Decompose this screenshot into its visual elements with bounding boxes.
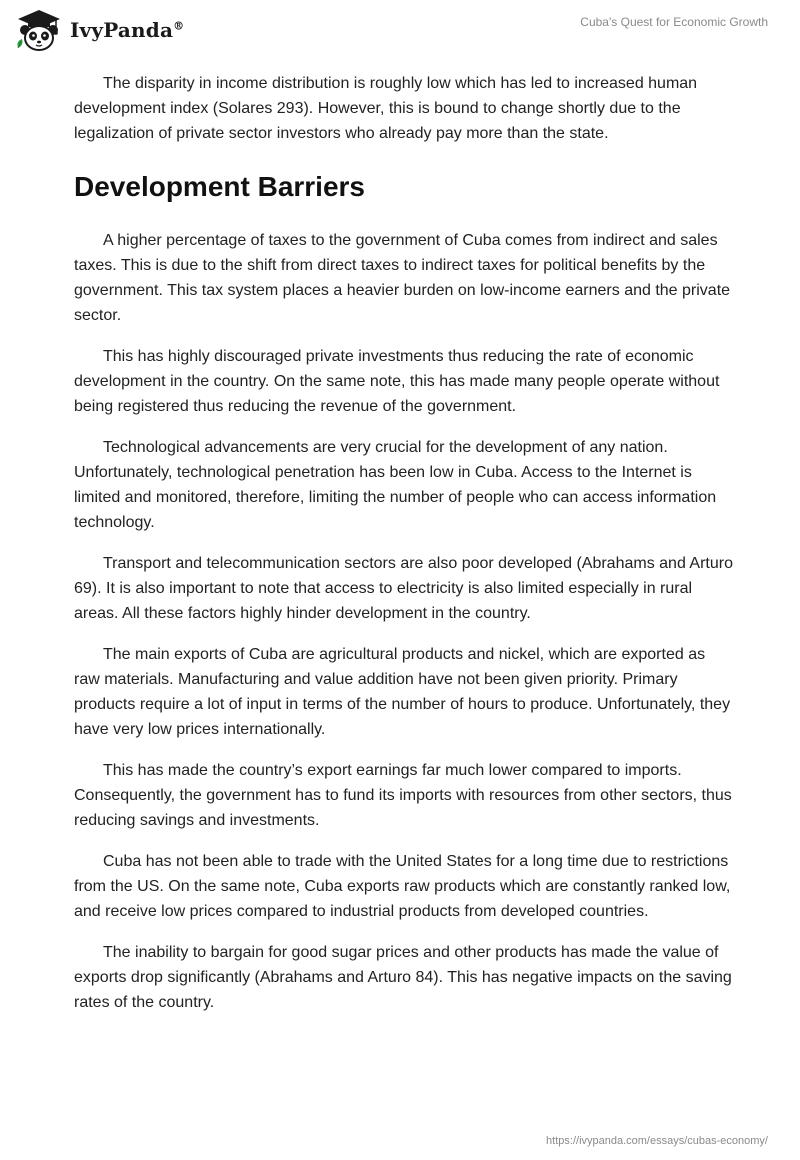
paragraph: The inability to bargain for good sugar prices and other products has made the value of exports drop significantly (Abrahams and Arturo 84). This has negative impacts on the saving rates of the country. xyxy=(74,944,732,1011)
paragraph: The main exports of Cuba are agricultural products and nickel, which are exported as raw materials. Manufacturing and value addition have not been given priority. Primary products require a lot of input in terms of the number of hours to produce. Unfortunately, they have very low prices internationally. xyxy=(74,646,731,738)
paragraph: Technological advancements are very crucial for the development of any nation. Unfortunately, technological penetration has been low in Cuba. Access to the Internet is limited and monitored, therefore, limiting the number of people who can access information technology. xyxy=(74,439,717,531)
brand-name: IvyPanda® xyxy=(70,18,185,42)
document-title: Cuba's Quest for Economic Growth xyxy=(580,15,768,29)
paragraph: This has made the country’s export earnings far much lower compared to imports. Consequently, the government has to fund its imports with resources from other sectors, thus reducing savings and investments. xyxy=(74,762,732,829)
paragraph: A higher percentage of taxes to the government of Cuba comes from indirect and sales taxes. This is due to the shift from direct taxes to indirect taxes for political benefits by the government. This tax system places a heavier burden on low-income earners and the private sector. xyxy=(74,232,731,324)
source-url-link[interactable]: https://ivypanda.com/essays/cubas-economy/ xyxy=(546,1135,768,1147)
panda-graduate-icon xyxy=(14,8,64,52)
ivypanda-logo[interactable] xyxy=(14,8,184,52)
paragraph: This has highly discouraged private investments thus reducing the rate of economic development in the country. On the same note, this has made many people operate without being registered thus reducing the revenue of the government. xyxy=(74,348,720,415)
page-header xyxy=(0,0,800,60)
section-heading: Development Barriers xyxy=(74,171,366,202)
paragraph: Cuba has not been able to trade with the United States for a long time due to restrictions from the US. On the same note, Cuba exports raw products which are constantly ranked low, and receive low prices compared to industrial products from developed countries. xyxy=(74,853,731,920)
intro-paragraph: The disparity in income distribution is roughly low which has led to increased human development index (Solares 293). However, this is bound to change shortly due to the legalization of private sector investors who already pay more than the state. xyxy=(74,75,698,142)
article-body xyxy=(74,71,734,1031)
paragraph: Transport and telecommunication sectors are also poor developed (Abrahams and Arturo 69). It is also important to note that access to electricity is also limited especially in rural areas. All these factors highly hinder development in the country. xyxy=(74,555,733,622)
